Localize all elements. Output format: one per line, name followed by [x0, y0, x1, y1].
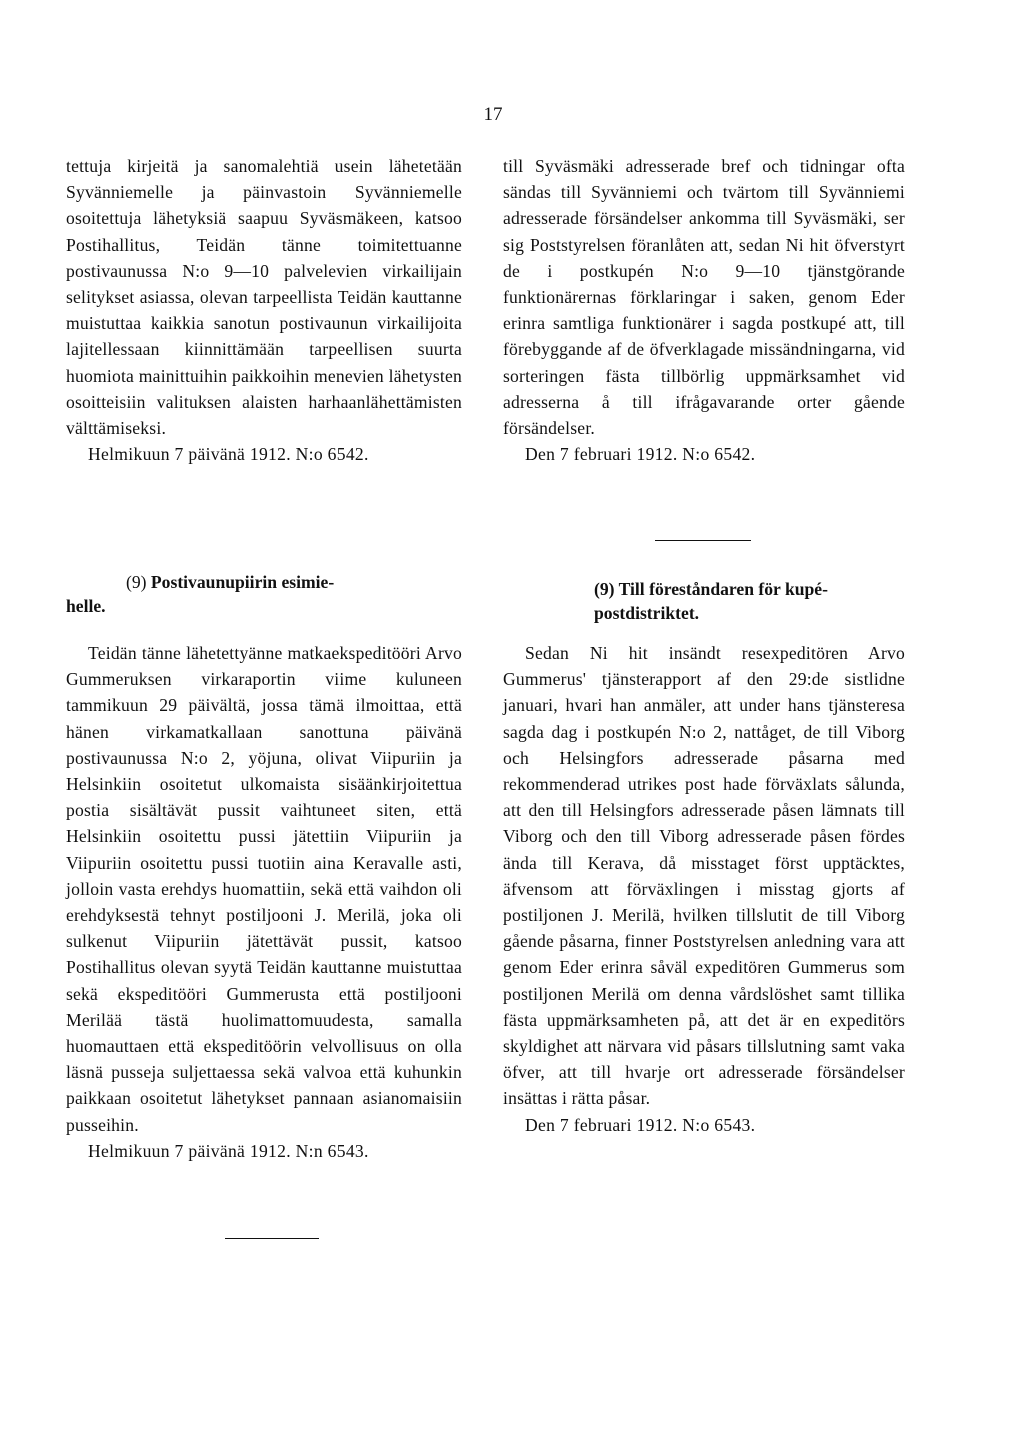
top-left-paragraph: tettuja kirjeitä ja sanomalehtiä usein lähetetään Syvänniemelle ja päinvastoin Syvänniemelle osoitettuja lähetyksiä saapuu Syväsmäkeen, katsoo Postihallitus, Teidän tänne toimitettuanne postivaunussa N:o 9—10 palvelevien virkailijain selitykset asiassa, olevan tarpeellista Teidän kauttanne muistuttaa kaikkia sanotun postivaunun virkailijoita lajitellessaan kiinnittämään tarpeellisen suurta huomiota mainittuihin paikkoihin menevien lähetysten osoitteisiin valituksen alaisten harhaanlähettämisten välttämiseksi.	[66, 156, 462, 439]
section-title-right-line1: Till föreståndaren för kupé-	[618, 579, 828, 599]
page-number: 17	[483, 104, 503, 125]
section-title-left-line1: Postivaunupiirin esimie-	[150, 572, 335, 592]
top-right-column	[503, 153, 905, 467]
section-number-left: (9)	[126, 572, 147, 592]
section-right-signature: Den 7 februari 1912. N:o 6543.	[525, 1114, 756, 1135]
section-heading-left	[66, 570, 471, 618]
section-divider-top	[655, 540, 751, 541]
section-divider-bottom	[225, 1238, 319, 1239]
section-left-paragraph: Teidän tänne lähetettyänne matkaekspeditööri Arvo Gummeruksen virkaraportin viime kuluneen tammikuun 29 päivältä, jossa tämä ilmoittaa, että hänen virkamatkallaan sanottuna päivänä postivaunussa N:o 2, yöjuna, olivat Viipuriin ja Helsinkiin osoitetut ulkomaista sisäänkirjoitettua postia sisältävät pussit vaihtuneet siten, että Helsinkiin osoitettu pussi jätettiin Viipuriin ja Viipuriin osoitettu pussi tuotiin aina Keravalle asti, jolloin vasta erehdys huomattiin, sekä että vaihdon oli erehdyksestä tehnyt postiljooni J. Merilä, joka oli sulkenut Viipuriin jätettävät pussit, katsoo Postihallitus olevan syytä Teidän kauttanne muistuttaa sekä ekspeditööri Gummerusta että postiljooni Merilää tästä huolimattomuudesta, samalla huomauttaen että ekspeditöörin velvollisuus on olla läsnä pusseja suljettaessa sekä valvoa että kuhunkin paikkaan osoitetut lähetykset pannaan asianomaisiin pusseihin.	[66, 643, 462, 1135]
top-right-signature: Den 7 februari 1912. N:o 6542.	[525, 444, 756, 465]
section-heading-right	[594, 577, 884, 625]
section-body-right	[503, 640, 905, 1138]
top-right-paragraph: till Syväsmäki adresserade bref och tidningar ofta sändas till Syvänniemi och tvärtom till Syvänniemi adresserade försändelser ankomma till Syväsmäki, ser sig Poststyrelsen föranlåten att, sedan Ni hit öfverstyrt de i postkupén N:o 9—10 tjänstgörande funktionärernas förklaringar i saken, genom Eder erinra samtliga funktionärer i sagda postkupé att, till förebyggande af de öfverklagade missändningarna, vid sorteringen fästa tillbörlig uppmärksamhet vid adresserna å till ifrågavarande orter gående försändelser.	[503, 156, 905, 439]
top-left-signature: Helmikuun 7 päivänä 1912. N:o 6542.	[88, 444, 369, 465]
top-left-column	[66, 153, 462, 467]
section-title-left-line2: helle.	[66, 596, 106, 616]
section-right-paragraph: Sedan Ni hit insändt resexpeditören Arvo Gummerus' tjänsterapport af den 29:de sistlidne januari, hvari han anmäler, att under hans tjänsteresa sagda dag i postkupén N:o 2, nattåget, de till Viborg och Helsingfors adresserade påsarna med rekommenderad utrikes post hade förväxlats sålunda, att den till Helsingfors adresserade påsen lämnats till Viborg och den till Viborg adresserade påsen fördes ända till Kerava, då misstaget först upptäcktes, äfvensom att förväxlingen i misstag gjorts af postiljonen J. Merilä, hvilken tillslutit de till Viborg gående påsarna, finner Poststyrelsen anledning vara att genom Eder erinra såväl expeditören Gummerus som postiljonen Merilä om denna vårdslöshet samt tillika fästa uppmärksamheten på, att det är en expeditörs skyldighet att närvara vid påsars tillslutning samt vaka öfver, att till hvarje ort adresserade försändelser insättas i rätta påsar.	[503, 643, 905, 1109]
section-body-left	[66, 640, 462, 1164]
section-left-signature: Helmikuun 7 päivänä 1912. N:n 6543.	[88, 1140, 369, 1161]
section-title-right-line2: postdistriktet.	[594, 603, 700, 623]
section-number-right: (9)	[594, 579, 615, 599]
